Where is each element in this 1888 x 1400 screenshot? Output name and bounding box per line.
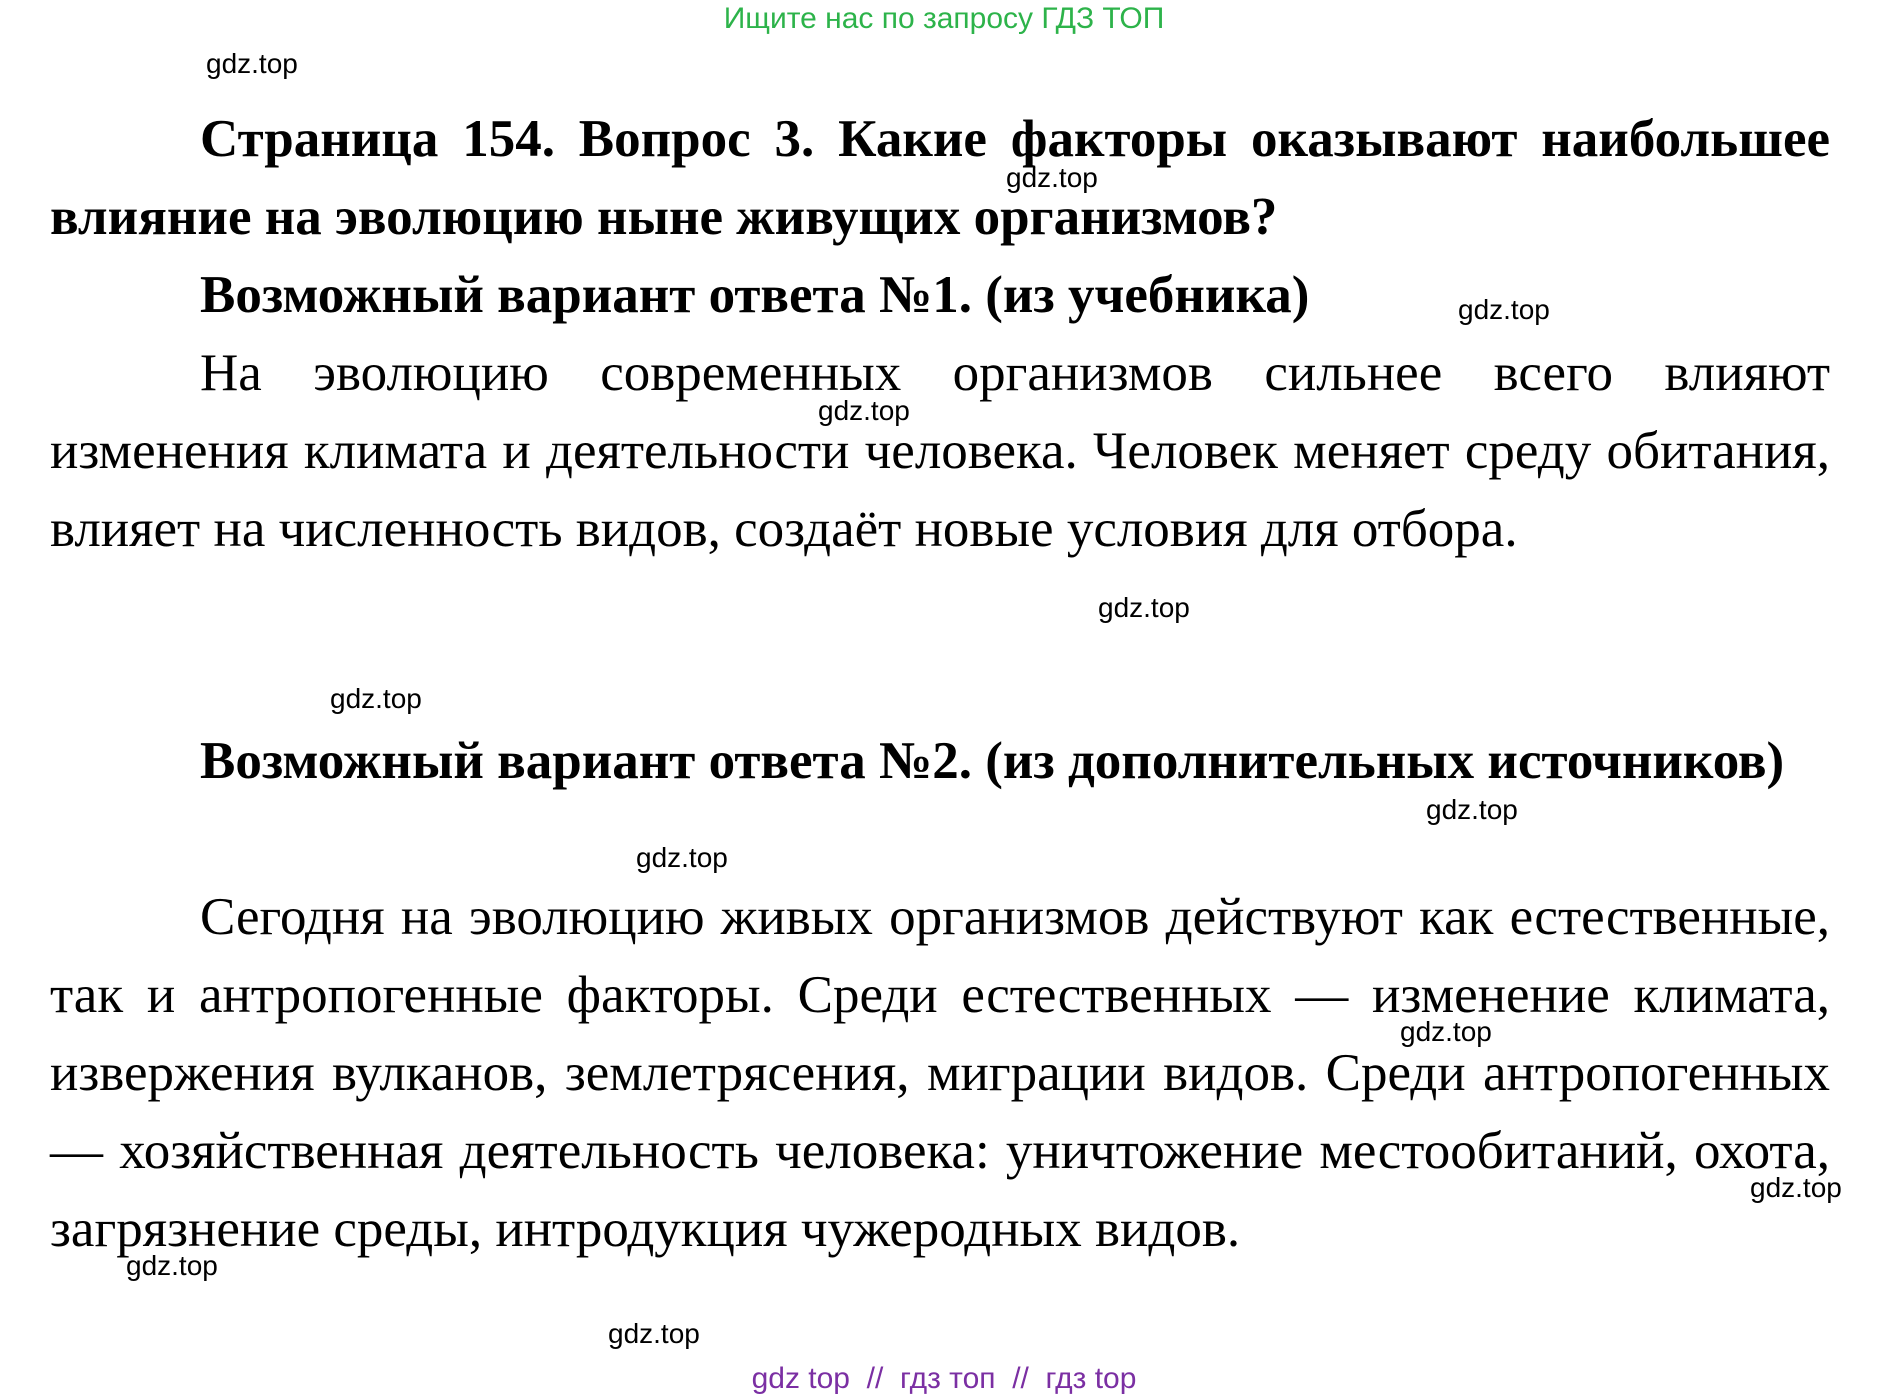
watermark: gdz.top [330,683,422,714]
watermark: gdz.top [1458,294,1550,325]
watermark: gdz.top [1400,1016,1492,1047]
question-heading: Страница 154. Вопрос 3. Какие факторы оказывают наибольшее влияние на эволюцию ныне живущих организмов? [50,110,1830,246]
watermark: gdz.top [818,395,910,426]
watermark: gdz.top [1098,592,1190,623]
watermark: gdz.top [206,48,298,79]
watermark: gdz.top [1750,1172,1842,1203]
watermark: gdz.top [126,1250,218,1281]
watermark: gdz.top [1006,162,1098,193]
answer2-text: Сегодня на эволюцию живых организмов действуют как естественные, так и антропогенные факторы. Среди естественных — изменение климата, извержения вулканов, землетрясения, миграции видов. Среди антропогенных — хозяйственная деятельность человека: уничтожение местообитаний, охота, загрязнение среды, интродукция чужеродных видов. [50,888,1830,1258]
search-banner: Ищите нас по запросу ГДЗ ТОП [723,2,1165,35]
answer2-heading: Возможный вариант ответа №2. (из дополнительных источников) [200,732,1785,790]
footer-links: gdz top // гдз топ // гдз top [751,1362,1137,1395]
watermark: gdz.top [1426,794,1518,825]
watermark: gdz.top [636,842,728,873]
answer1-heading: Возможный вариант ответа №1. (из учебника) [200,266,1310,324]
answer1-text: На эволюцию современных организмов сильнее всего влияют изменения климата и деятельности человека. Человек меняет среду обитания, влияет на численность видов, создаёт новые условия для отбора. [50,344,1830,558]
watermark: gdz.top [608,1318,700,1349]
